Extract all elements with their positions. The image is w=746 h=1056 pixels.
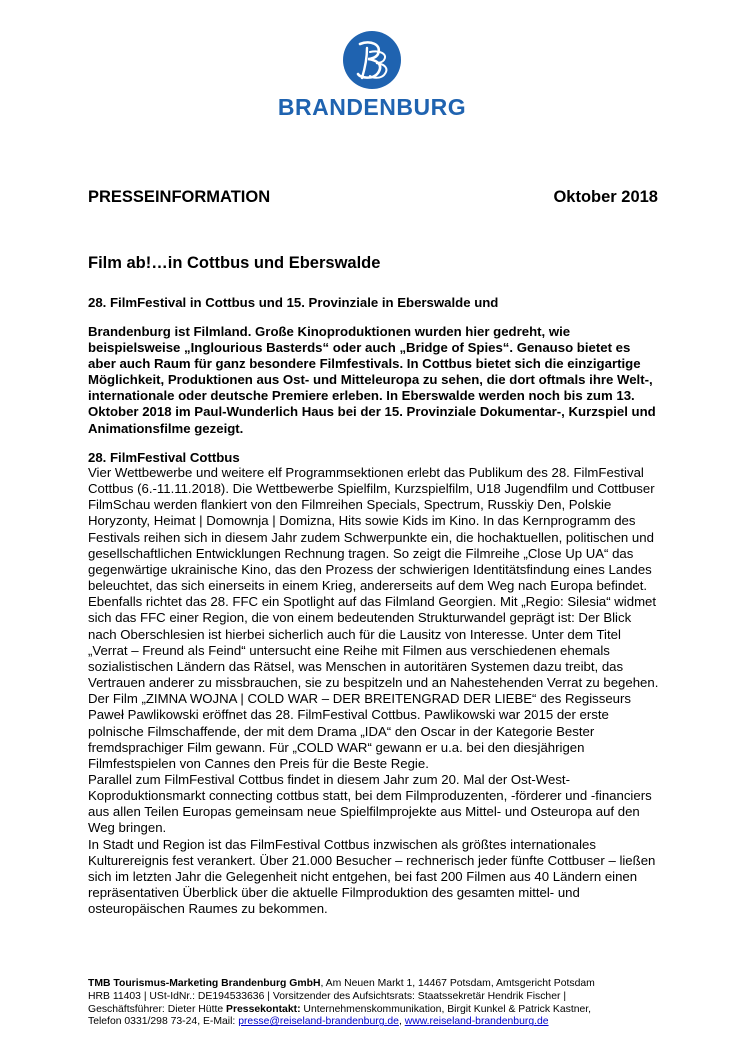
body-paragraph: In Stadt und Region ist das FilmFestival Cottbus inzwischen als größtes internationales Kulturereignis fest verankert. Über 21.000 Besucher – rechnerisch jeder fünfte Cottbuser – ließen sich im letzten Jahr die Gelegenheit nicht entgehen, bei fast 200 Filmen aus 40 Ländern einen repräsentativen Überblick über die aktuelle Filmproduktion des gesamten mittel- und osteuropäischen Raumes zu bekommen.: [88, 836, 656, 917]
body-text: [88, 465, 660, 917]
body-paragraph: Der Film „ZIMNA WOJNA | COLD WAR – DER BREITENGRAD DER LIEBE“ des Regisseurs Paweł Pawlikowski eröffnet das 28. FilmFestival Cottbus. Pawlikowski war 2015 der erste polnische Filmschaffende, der mit dem Drama „IDA“ den Oscar in der Kategorie Bester fremdsprachiger Film gewann. Für „COLD WAR“ gewann er u.a. bei den diesjährigen Filmfestspielen von Cannes den Preis für die Beste Regie.: [88, 691, 631, 771]
phone-label: Telefon 0331/298 73-24, E-Mail:: [88, 1016, 239, 1028]
footer-line: [88, 1016, 660, 1029]
lead-paragraph: Brandenburg ist Filmland. Große Kinoproduktionen wurden hier gedreht, wie beispielsweise „Inglourious Basterds“ oder auch „Bridge of Spies“. Genauso bietet es aber auch Raum für ganz besondere Filmfestivals. In Cottbus bietet sich die einzigartige Möglichkeit, Produktionen aus Ost- und Mitteleuropa zu sehen, die dort oftmals ihre Welt-, internationale oder deutsche Premiere erleben. In Eberswalde werden noch bis zum 13. Oktober 2018 im Paul-Wunderlich Haus bei der 15. Provinziale Dokumentar-, Kurzspiel und Animationsfilme gezeigt.: [88, 324, 656, 436]
footer-line: [88, 978, 660, 991]
body-paragraph: Vier Wettbewerbe und weitere elf Programmsektionen erlebt das Publikum des 28. FilmFestival Cottbus (6.-11.11.2018). Die Wettbewerbe Spielfilm, Kurzspielfilm, U18 Jugendfilm und Cottbuser FilmSchau werden flankiert von den Filmreihen Specials, Spectrum, Russkiy Den, Polskie Horyzonty, Heimat | Domownja | Domizna, Hits sowie Kids im Kino. In das Kernprogramm des Festivals reihen sich in diesem Jahr zudem Schwerpunkte ein, die hochaktuellen, politischen und gesellschaftlichen Entwicklungen Rechnung tragen. So zeigt die Filmreihe „Close Up UA“ das gegenwärtige ukrainische Kino, das den Prozess der schwierigen Identitätsfindung eines Landes beleuchtet, das sich einerseits in einem Krieg, andererseits auf dem Weg nach Europa befindet. Ebenfalls richtet das 28. FFC ein Spotlight auf das Filmland Georgien. Mit „Regio: Silesia“ widmet sich das FFC einer Region, die von einem bedeutenden Strukturwandel geprägt ist: Der Blick nach Oberschlesien ist hierbei sicherlich auch für die Lausitz von Interesse. Unter dem Titel „Verrat – Freund als Feind“ untersucht eine Reihe mit Filmen aus verschiedenen ehemals sozialistischen Ländern das Rätsel, was Menschen in autoritären Systemen dazu treibt, das Vertrauen anderer zu missbrauchen, sie zu bespitzeln und an Nahestehenden Verrat zu begehen.: [88, 465, 659, 691]
body-paragraph: Parallel zum FilmFestival Cottbus findet in diesem Jahr zum 20. Mal der Ost-West-Koproduktionsmarkt connecting cottbus statt, bei dem Filmproduzenten, -förderer und -financiers aus allen Teilen Europas gemeinsam neue Spielfilmprojekte aus Mittel- und Osteuropa auf den Weg bringen.: [88, 771, 652, 836]
brandenburg-emblem-icon: [340, 30, 404, 90]
brand-logo: [272, 30, 472, 121]
section-heading: 28. FilmFestival Cottbus: [88, 450, 240, 465]
link-separator: ,: [398, 1016, 405, 1028]
page-title: Film ab!…in Cottbus und Eberswalde: [88, 254, 381, 272]
document-type-label: PRESSEINFORMATION: [88, 188, 271, 206]
document-header: [88, 188, 658, 207]
logo-wordmark: BRANDENBURG: [277, 94, 467, 120]
footer-line: [88, 1004, 660, 1017]
website-link[interactable]: www.reiseland-brandenburg.de: [404, 1016, 549, 1028]
company-name: TMB Tourismus-Marketing Brandenburg GmbH: [88, 978, 321, 989]
managing-director: Geschäftsführer: Dieter Hütte: [88, 1003, 227, 1015]
document-date: Oktober 2018: [553, 188, 658, 206]
press-contact-names: Unternehmenskommunikation, Birgit Kunkel & Patrick Kastner,: [300, 1003, 592, 1015]
press-contact-label: Pressekontakt:: [226, 1003, 301, 1015]
company-address: , Am Neuen Markt 1, 14467 Potsdam, Amtsgericht Potsdam: [320, 978, 595, 989]
email-link[interactable]: presse@reiseland-brandenburg.de: [238, 1016, 399, 1028]
page-subtitle: 28. FilmFestival in Cottbus und 15. Provinziale in Eberswalde und: [88, 295, 499, 310]
footer-line: HRB 11403 | USt-IdNr.: DE194533636 | Vorsitzender des Aufsichtsrats: Staatssekretär Hendrik Fischer |: [88, 990, 567, 1002]
imprint-footer: [88, 978, 660, 1029]
